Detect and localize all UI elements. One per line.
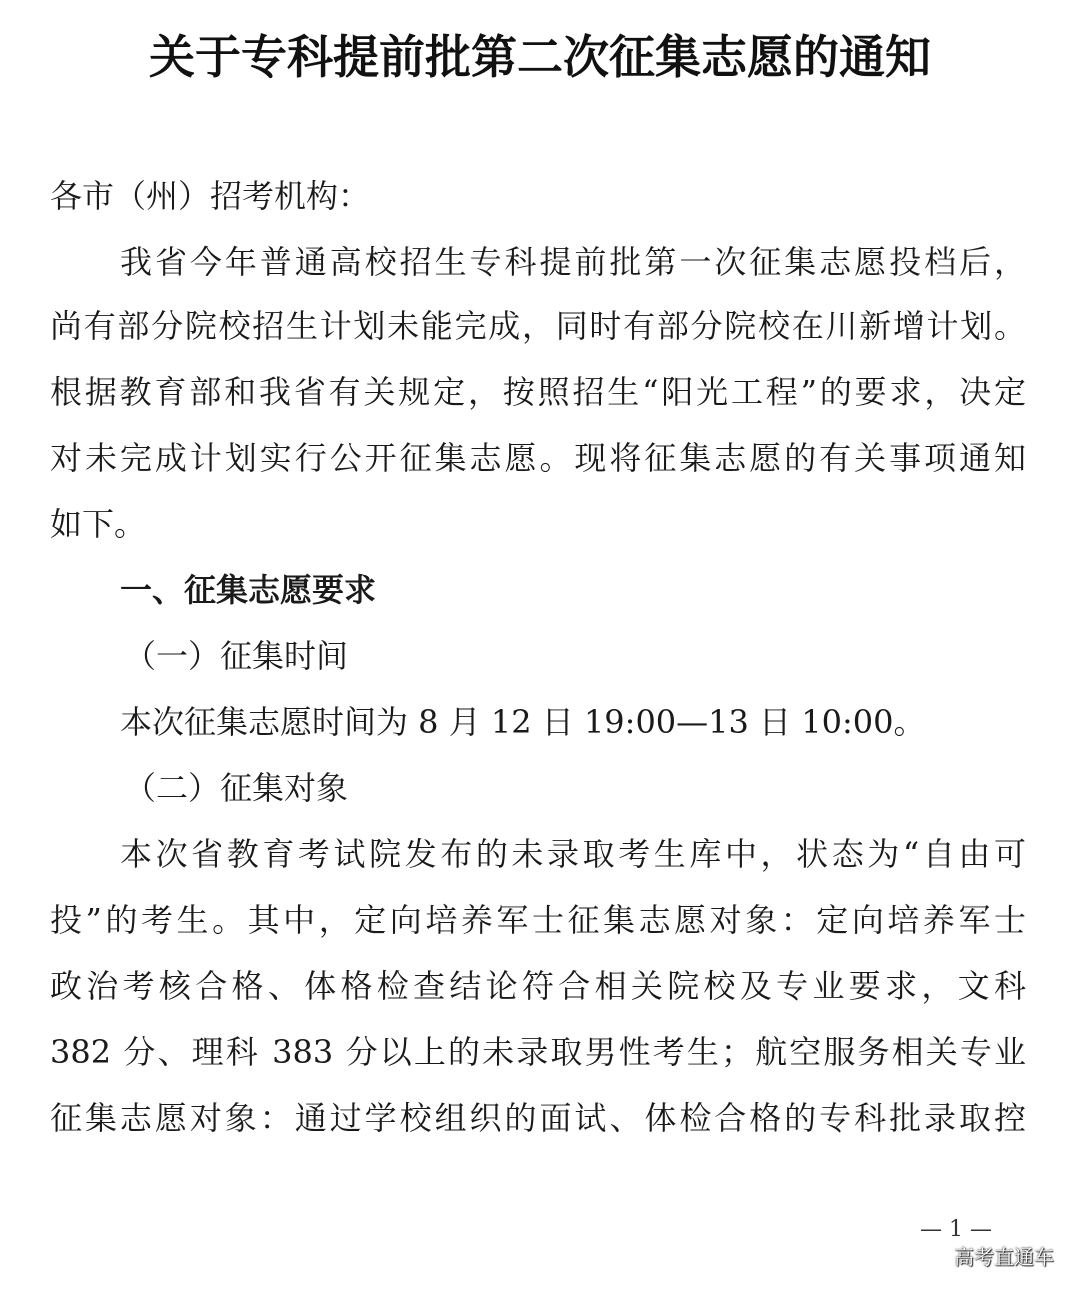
subsection-2-line-2: 投”的考生。其中，定向培养军士征集志愿对象：定向培养军士 bbox=[50, 901, 1026, 939]
salutation: 各市（州）招考机构： bbox=[50, 177, 371, 215]
subsection-2-line-4: 382 分、理科 383 分以上的未录取男性考生；航空服务相关专业 bbox=[50, 1033, 1026, 1071]
intro-line-1: 我省今年普通高校招生专科提前批第一次征集志愿投档后， bbox=[120, 243, 1026, 281]
subsection-2-heading: （二）征集对象 bbox=[124, 769, 349, 807]
subsection-1-text: 本次征集志愿时间为 8 月 12 日 19:00—13 日 10:00。 bbox=[120, 703, 926, 741]
subsection-2-line-5: 征集志愿对象：通过学校组织的面试、体检合格的专科批录取控 bbox=[50, 1099, 1026, 1137]
intro-line-2: 尚有部分院校招生计划未能完成，同时有部分院校在川新增计划。 bbox=[50, 307, 1026, 345]
intro-line-3: 根据教育部和我省有关规定，按照招生“阳光工程”的要求，决定 bbox=[50, 373, 1026, 411]
page-number: — 1 — bbox=[920, 1217, 992, 1242]
subsection-1-heading: （一）征集时间 bbox=[124, 637, 349, 675]
intro-line-5: 如下。 bbox=[50, 505, 147, 543]
subsection-2-line-3: 政治考核合格、体格检查结论符合相关院校及专业要求，文科 bbox=[50, 967, 1026, 1005]
document-title: 关于专科提前批第二次征集志愿的通知 bbox=[149, 30, 931, 84]
section-1-heading: 一、征集志愿要求 bbox=[120, 571, 377, 609]
intro-line-4: 对未完成计划实行公开征集志愿。现将征集志愿的有关事项通知 bbox=[50, 439, 1026, 477]
subsection-2-line-1: 本次省教育考试院发布的未录取考生库中，状态为“自由可 bbox=[120, 835, 1026, 873]
watermark: 高考直通车 bbox=[954, 1245, 1054, 1269]
